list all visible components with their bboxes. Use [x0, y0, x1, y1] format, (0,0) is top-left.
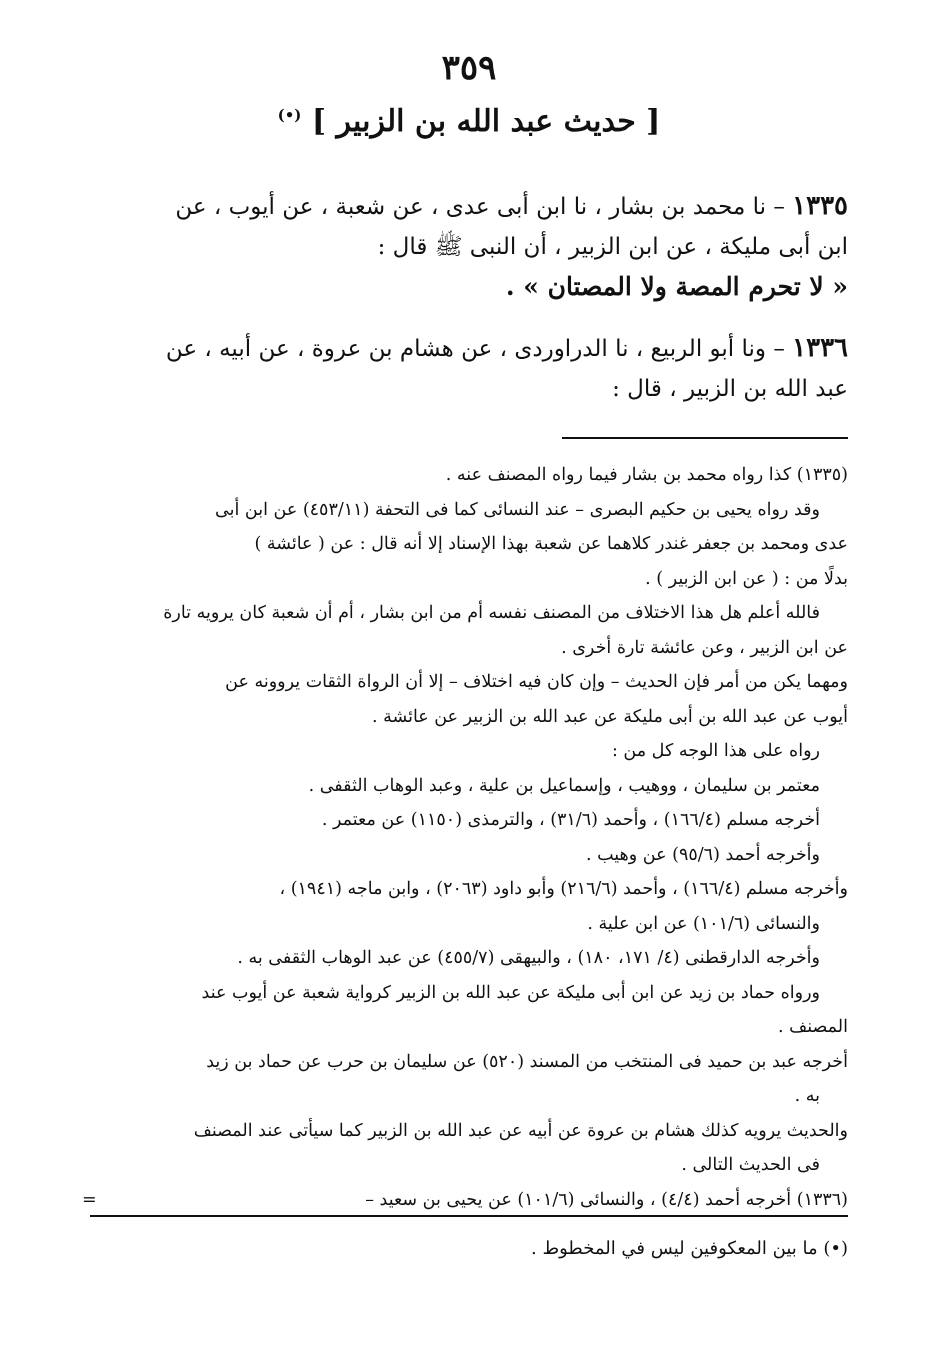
footnote-marker: (•)	[277, 106, 302, 124]
note-line: به .	[794, 1086, 820, 1106]
hadith-number: ١٣٣٦	[792, 333, 848, 363]
note-line: وأخرجه مسلم (١٦٦/٤) ، وأحمد (٢١٦/٦) وأبو داود (٢٠٦٣) ، وابن ماجه (١٩٤١) ،	[279, 879, 848, 899]
note-line-last	[82, 1183, 848, 1218]
hadith-1335-line-1	[78, 186, 848, 227]
hadith-1335	[78, 186, 848, 307]
note-line: فى الحديث التالى .	[681, 1155, 820, 1175]
note-line: والحديث يرويه كذلك هشام بن عروة عن أبيه عن عبد الله بن الزبير كما سيأتى عند المصنف	[193, 1120, 848, 1141]
note-line: بدلًا من : ( عن ابن الزبير ) .	[645, 568, 848, 589]
note-line: وأخرجه الدارقطنى (٤/ ١٧١، ١٨٠) ، والبيهقى (٤٥٥/٧) عن عبد الوهاب الثقفى به .	[237, 948, 820, 968]
section-title	[0, 104, 938, 139]
note-line: فالله أعلم هل هذا الاختلاف من المصنف نفسه أم من ابن بشار ، أم أن شعبة كان يرويه تارة	[163, 603, 820, 623]
note-line: معتمر بن سليمان ، ووهيب ، وإسماعيل بن علية ، وعبد الوهاب الثقفى .	[308, 775, 820, 796]
page-number: ٣٥٩	[441, 48, 497, 88]
commentary-notes	[82, 458, 848, 1217]
footnote: (•) ما بين المعكوفين ليس في المخطوط .	[531, 1238, 848, 1259]
note-line: والنسائى (١٠١/٦) عن ابن علية .	[587, 913, 820, 934]
note-line: وقد رواه يحيى بن حكيم البصرى – عند النسائى كما فى التحفة (٤٥٣/١١) عن ابن أبى	[215, 499, 820, 520]
note-line: رواه على هذا الوجه كل من :	[611, 741, 820, 761]
hadith-1335-line-2: ابن أبى مليكة ، عن ابن الزبير ، أن النبى ﷺ قال :	[377, 234, 848, 260]
hadith-1336-line-2: عبد الله بن الزبير ، قال :	[612, 376, 848, 402]
hadith-1335-matn: « لا تحرم المصة ولا المصتان » .	[505, 272, 848, 301]
note-line: عدى ومحمد بن جعفر غندر كلاهما عن شعبة بهذا الإسناد إلا أنه قال : عن ( عائشة )	[254, 534, 848, 554]
hadith-1336	[78, 328, 848, 409]
note-line: المصنف .	[777, 1017, 848, 1037]
footnote-separator	[90, 1215, 848, 1217]
note-line: وأخرجه أحمد (٩٥/٦) عن وهيب .	[585, 844, 820, 865]
note-line: ورواه حماد بن زيد عن ابن أبى مليكة عن عبد الله بن الزبير كرواية شعبة عن أيوب عند	[201, 982, 820, 1003]
note-line: عن ابن الزبير ، وعن عائشة تارة أخرى .	[561, 637, 848, 658]
note-line: (١٣٣٥) كذا رواه محمد بن بشار فيما رواه المصنف عنه .	[445, 465, 848, 485]
hadith-number: ١٣٣٥	[792, 191, 848, 221]
hadith-1336-line-1	[78, 328, 848, 369]
isnad-text: – ونا أبو الربيع ، نا الدراوردى ، عن هشام بن عروة ، عن أبيه ، عن	[165, 336, 793, 362]
note-line: أخرجه عبد بن حميد فى المنتخب من المسند (٥٢٠) عن سليمان بن حرب عن حماد بن زيد	[206, 1051, 848, 1072]
notes-separator	[562, 437, 848, 439]
section-title-text: [ حديث عبد الله بن الزبير ]	[311, 104, 661, 139]
continuation-mark: =	[82, 1189, 97, 1210]
note-line: أخرجه مسلم (١٦٦/٤) ، وأحمد (٣١/٦) ، والترمذى (١١٥٠) عن معتمر .	[321, 810, 820, 830]
note-line: أيوب عن عبد الله بن أبى مليكة عن عبد الله بن الزبير عن عائشة .	[371, 706, 848, 727]
note-line: ومهما يكن من أمر فإن الحديث – وإن كان فيه اختلاف – إلا أن الرواة الثقات يروونه عن	[225, 672, 848, 692]
isnad-text: – نا محمد بن بشار ، نا ابن أبى عدى ، عن شعبة ، عن أيوب ، عن	[175, 194, 793, 220]
note-text: (١٣٣٦) أخرجه أحمد (٤/٤) ، والنسائى (١٠١/٦) عن يحيى بن سعيد –	[365, 1189, 848, 1210]
